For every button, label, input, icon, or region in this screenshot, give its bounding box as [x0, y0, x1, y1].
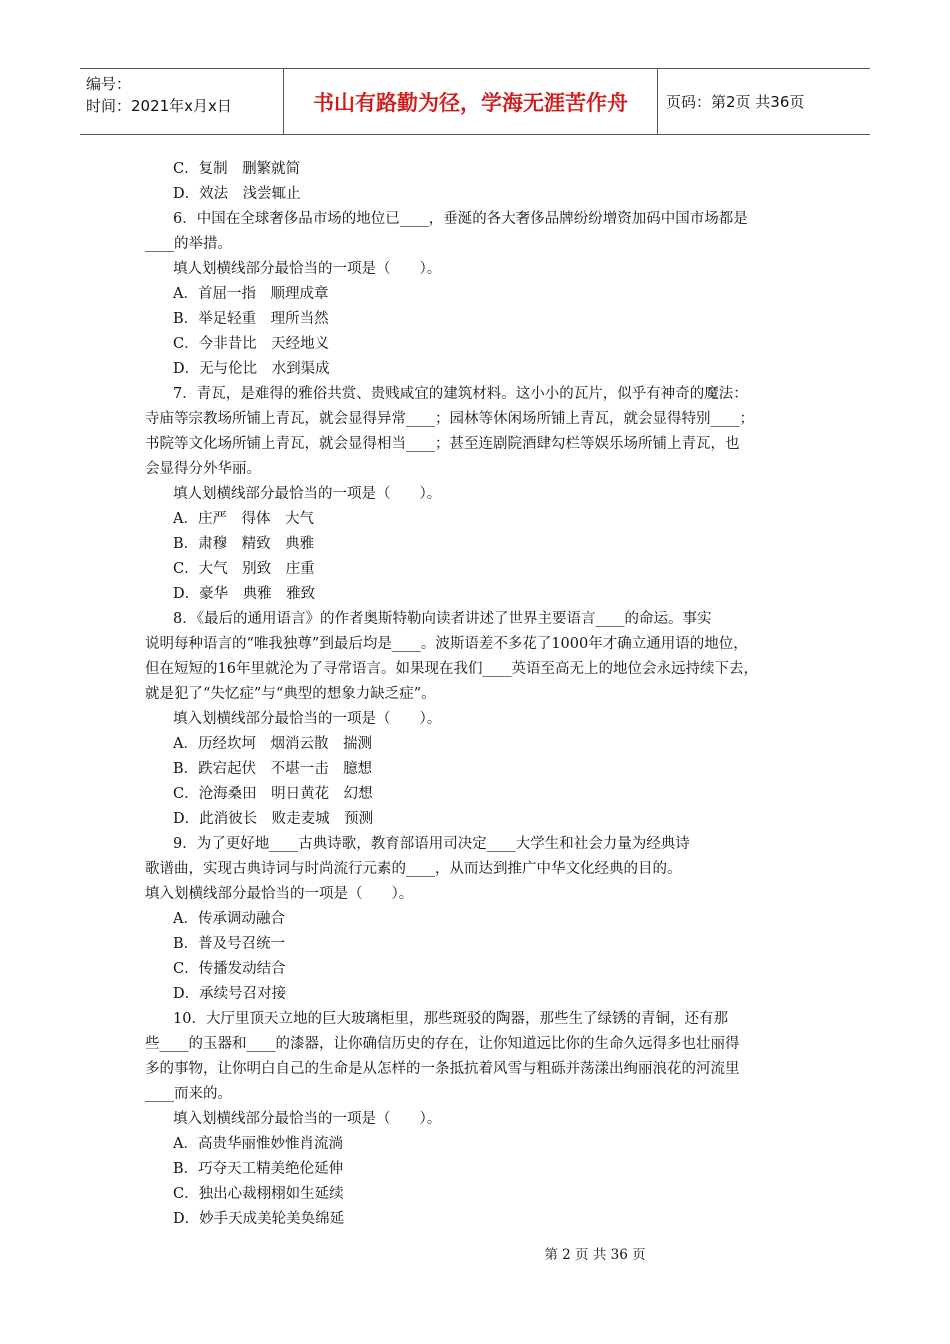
text-line: 寺庙等宗教场所铺上青瓦，就会显得异常____；园林等休闲场所铺上青瓦，就会显得特别____； [145, 411, 754, 427]
text-line: D．承续号召对接 [173, 986, 287, 1002]
document-body [145, 157, 815, 1232]
text-line: A．传承调动融合 [173, 911, 285, 927]
text-line: D．妙手天成美轮美奂绵延 [173, 1211, 345, 1227]
text-line: A．首屈一指 顺理成章 [173, 286, 329, 302]
text-line: B．举足轻重 理所当然 [173, 311, 329, 327]
text-line: 9．为了更好地____古典诗歌，教育部语用司决定____大学生和社会力量为经典诗 [173, 836, 690, 852]
text-line: 些____的玉器和____的漆器，让你确信历史的存在，让你知道远比你的生命久远得多也壮丽得 [145, 1036, 740, 1052]
text-line: 6．中国在全球奢侈品市场的地位已____，垂涎的各大奢侈品牌纷纷增资加码中国市场都是 [173, 211, 748, 227]
text-line: C．大气 别致 庄重 [173, 561, 315, 577]
text-line: B．跌宕起伏 不堪一击 臆想 [173, 761, 373, 777]
text-line: 多的事物，让你明白自己的生命是从怎样的一条抵抗着风雪与粗砾并荡漾出绚丽浪花的河流里 [145, 1061, 740, 1077]
text-line: C．传播发动结合 [173, 961, 286, 977]
text-line: 8．《最后的通用语言》的作者奥斯特勒向读者讲述了世界主要语言____的命运。事实 [173, 611, 712, 627]
text-line: 填入划横线部分最恰当的一项是（ ）。 [173, 711, 442, 727]
page-footer: 第 2 页 共 36 页 [544, 1247, 646, 1263]
text-line: 7．青瓦，是难得的雅俗共赏、贵贱咸宜的建筑材料。这小小的瓦片，似乎有神奇的魔法： [173, 386, 748, 402]
text-line: A．历经坎坷 烟消云散 揣测 [173, 736, 372, 752]
text-line: C．独出心裁栩栩如生延续 [173, 1186, 344, 1202]
number-label: 编号： [86, 75, 132, 93]
text-line: 填人划横线部分最恰当的一项是（ ）。 [173, 486, 442, 502]
text-line: ____而来的。 [145, 1086, 232, 1102]
text-line: C．今非昔比 天经地义 [173, 336, 330, 352]
time-label: 时间：2021年x月x日 [86, 97, 232, 115]
text-line: D．豪华 典雅 雅致 [173, 586, 316, 602]
text-line: 填人划横线部分最恰当的一项是（ ）。 [173, 261, 442, 277]
text-line: C．复制 删繁就简 [173, 161, 301, 177]
text-line: B．普及号召统一 [173, 936, 286, 952]
header-motto: 书山有路勤为径，学海无涯苦作舟 [283, 69, 658, 134]
text-line: D．此消彼长 败走麦城 预测 [173, 811, 374, 827]
text-line: D．效法 浅尝辄止 [173, 186, 301, 202]
header-meta [80, 69, 283, 134]
text-line: 书院等文化场所铺上青瓦，就会显得相当____；甚至连剧院酒肆勾栏等娱乐场所铺上青瓦，也 [145, 436, 740, 452]
text-line: D．无与伦比 水到渠成 [173, 361, 330, 377]
text-line: 但在短短的16年里就沦为了寻常语言。如果现在我们____英语至高无上的地位会永远持续下去， [145, 661, 758, 677]
text-line: 说明每种语言的“唯我独尊”到最后均是____。波斯语差不多花了1000年才确立通用语的地位， [145, 636, 748, 652]
text-line: A．庄严 得体 大气 [173, 511, 314, 527]
text-line: 填入划横线部分最恰当的一项是（ ）。 [145, 886, 414, 902]
text-line: ____的举措。 [145, 236, 232, 252]
text-line: B．肃穆 精致 典雅 [173, 536, 315, 552]
text-line: B．巧夺天工精美绝伦延伸 [173, 1161, 344, 1177]
text-line: 填入划横线部分最恰当的一项是（ ）。 [173, 1111, 442, 1127]
text-line: 歌谱曲，实现古典诗词与时尚流行元素的____，从而达到推广中华文化经典的目的。 [145, 861, 682, 877]
text-line: C．沧海桑田 明日黄花 幻想 [173, 786, 373, 802]
header-page-info: 页码：第2页 共36页 [666, 93, 805, 111]
text-line: 10．大厅里顶天立地的巨大玻璃柜里，那些斑驳的陶器，那些生了绿锈的青铜，还有那 [173, 1011, 728, 1027]
text-line: 会显得分外华丽。 [145, 461, 261, 477]
text-line: 就是犯了“失忆症”与“典型的想象力缺乏症”。 [145, 686, 436, 702]
text-line: A．高贵华丽惟妙惟肖流淌 [173, 1136, 343, 1152]
page-header [80, 68, 870, 135]
